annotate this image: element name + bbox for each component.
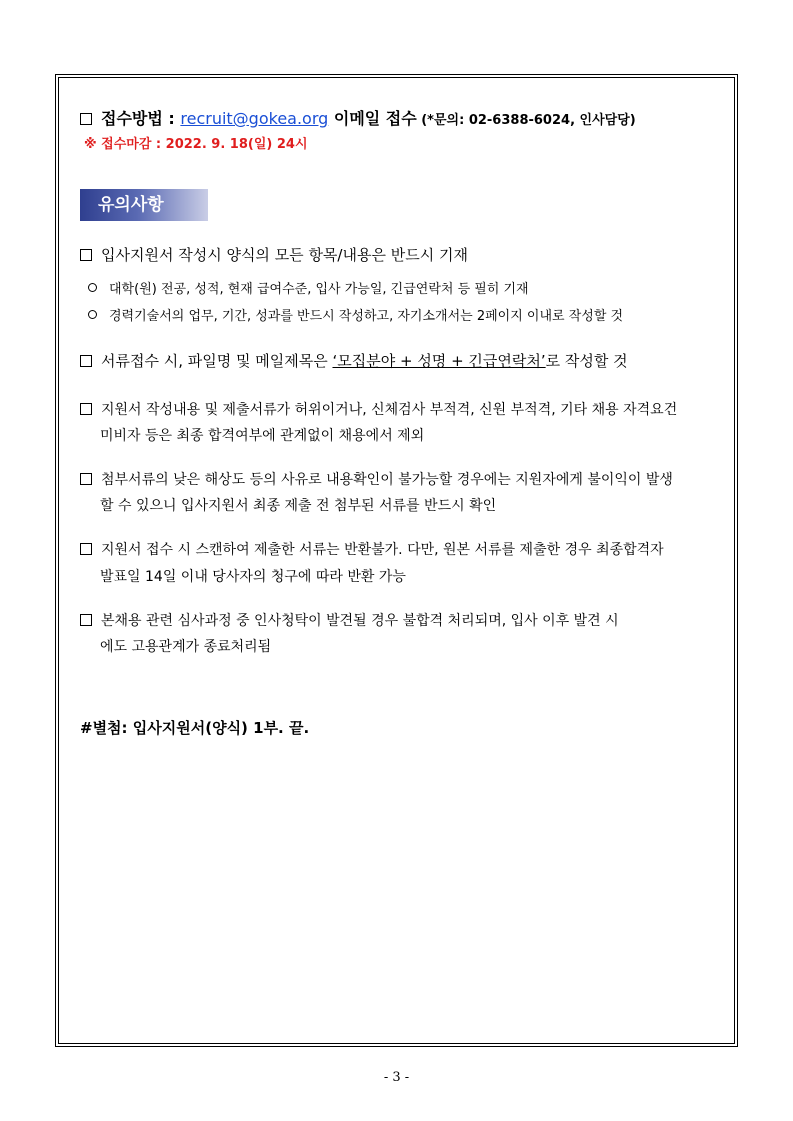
note-1-text: 입사지원서 작성시 양식의 모든 항목/내용은 반드시 기재 xyxy=(101,246,468,264)
attachment-note: #별첨: 입사지원서(양식) 1부. 끝. xyxy=(80,719,310,737)
inquiry-text: (*문의: 02-6388-6024, 인사담당) xyxy=(416,113,636,128)
checkbox-square-icon xyxy=(80,355,92,367)
checkbox-square-icon xyxy=(80,403,92,415)
note-2-underline: ‘모집분야 + 성명 + 긴급연락처’ xyxy=(332,352,546,370)
checkbox-square-icon xyxy=(80,249,92,261)
note-4-line-2: 할 수 있으니 입사지원서 최종 제출 전 첨부된 서류를 반드시 확인 xyxy=(100,498,497,514)
checkbox-square-icon xyxy=(80,113,92,125)
note-4-line-1: 첨부서류의 낮은 해상도 등의 사유로 내용확인이 불가능할 경우에는 지원자에게 불이익이 발생 xyxy=(101,472,673,488)
receipt-label: 접수방법 : xyxy=(101,109,181,128)
note-5 xyxy=(80,540,664,560)
note-1-sub-1-text: 대학(원) 전공, 성적, 현재 급여수준, 입사 가능일, 긴급연락처 등 필히 기재 xyxy=(109,282,529,297)
circle-bullet-icon xyxy=(88,283,97,292)
note-2-pre: 서류접수 시, 파일명 및 메일제목은 xyxy=(101,352,333,370)
checkbox-square-icon xyxy=(80,614,92,626)
page-border-inner xyxy=(58,77,735,1044)
note-5-line-2: 발표일 14일 이내 당사자의 청구에 따라 반환 가능 xyxy=(100,569,406,585)
note-3-line-1: 지원서 작성내용 및 제출서류가 허위이거나, 신체검사 부적격, 신원 부적격, 기타 채용 자격요건 xyxy=(101,402,678,418)
note-4 xyxy=(80,470,673,490)
section-heading xyxy=(80,189,208,221)
note-2-post: 로 작성할 것 xyxy=(545,352,628,370)
note-1 xyxy=(80,245,468,265)
note-5-line-1: 지원서 접수 시 스캔하여 제출한 서류는 반환불가. 다만, 원본 서류를 제출한 경우 최종합격자 xyxy=(101,542,664,558)
note-6 xyxy=(80,611,619,631)
note-6-line-1: 본채용 관련 심사과정 중 인사청탁이 발견될 경우 불합격 처리되며, 입사 이후 발견 시 xyxy=(101,613,619,629)
note-3-line-2: 미비자 등은 최종 합격여부에 관계없이 채용에서 제외 xyxy=(100,428,425,444)
note-1-sub-1 xyxy=(88,280,529,300)
circle-bullet-icon xyxy=(88,310,97,319)
note-1-sub-2-text: 경력기술서의 업무, 기간, 성과를 반드시 작성하고, 자기소개서는 2페이지 이내로 작성할 것 xyxy=(109,309,624,324)
note-6-line-2: 에도 고용관계가 종료처리됨 xyxy=(100,639,272,655)
email-link[interactable]: recruit@gokea.org xyxy=(180,109,329,128)
checkbox-square-icon xyxy=(80,543,92,555)
receipt-method-line xyxy=(80,109,636,131)
note-3 xyxy=(80,400,677,420)
receipt-suffix: 이메일 접수 xyxy=(328,109,417,128)
checkbox-square-icon xyxy=(80,473,92,485)
deadline-text: ※ 접수마감 : 2022. 9. 18(일) 24시 xyxy=(84,137,308,152)
note-1-sub-2 xyxy=(88,307,623,327)
note-2 xyxy=(80,351,628,371)
section-title: 유의사항 xyxy=(98,195,164,215)
page-number: - 3 - xyxy=(383,1070,410,1085)
